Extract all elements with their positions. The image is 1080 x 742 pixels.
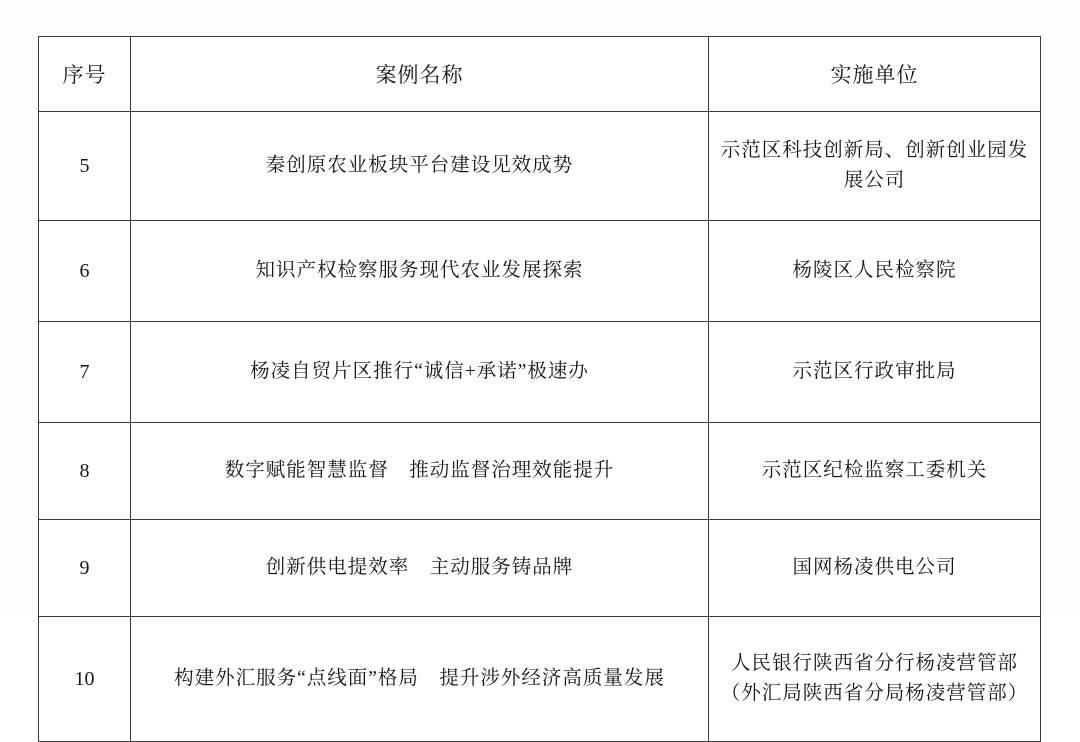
case-list-table-container: [38, 36, 1040, 742]
cell-index: 9: [39, 520, 131, 617]
cell-case-name: 构建外汇服务“点线面”格局 提升涉外经济高质量发展: [131, 617, 709, 742]
table-row: [39, 221, 1041, 322]
cell-index: 7: [39, 322, 131, 423]
table-row: [39, 112, 1041, 221]
cell-index: 5: [39, 112, 131, 221]
table-body: [39, 112, 1041, 742]
cell-unit: 国网杨凌供电公司: [709, 520, 1041, 617]
cell-case-name: 知识产权检察服务现代农业发展探索: [131, 221, 709, 322]
table-row: [39, 322, 1041, 423]
cell-unit: 示范区行政审批局: [709, 322, 1041, 423]
table-row: [39, 423, 1041, 520]
cell-index: 6: [39, 221, 131, 322]
cell-index: 10: [39, 617, 131, 742]
column-header-unit: 实施单位: [709, 37, 1041, 112]
cell-unit: 示范区科技创新局、创新创业园发展公司: [709, 112, 1041, 221]
cell-index: 8: [39, 423, 131, 520]
cell-case-name: 秦创原农业板块平台建设见效成势: [131, 112, 709, 221]
cell-case-name: 数字赋能智慧监督 推动监督治理效能提升: [131, 423, 709, 520]
column-header-index: 序号: [39, 37, 131, 112]
cell-case-name: 杨凌自贸片区推行“诚信+承诺”极速办: [131, 322, 709, 423]
cell-case-name: 创新供电提效率 主动服务铸品牌: [131, 520, 709, 617]
table-header-row: [39, 37, 1041, 112]
table-row: [39, 520, 1041, 617]
case-list-table: [38, 36, 1041, 742]
table-header: [39, 37, 1041, 112]
cell-unit: 示范区纪检监察工委机关: [709, 423, 1041, 520]
column-header-case-name: 案例名称: [131, 37, 709, 112]
cell-unit: 人民银行陕西省分行杨凌营管部（外汇局陕西省分局杨凌营管部）: [709, 617, 1041, 742]
cell-unit: 杨陵区人民检察院: [709, 221, 1041, 322]
table-row: [39, 617, 1041, 742]
